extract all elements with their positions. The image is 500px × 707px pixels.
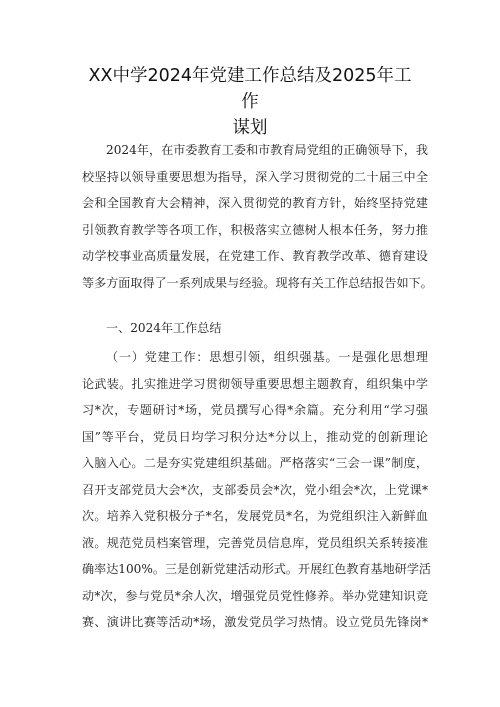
paragraph-line: 习*次，专题研讨*场，党员撰写心得*余篇。充分利用“学习强 [82,403,428,417]
paragraph-line: （一）党建工作：思想引领，组织强基。一是强化思想理 [106,350,428,364]
paragraph-line: 确率达100%。三是创新党建活动形式。开展红色教育基地研学活 [82,562,432,576]
paragraph-line: 引领教育教学等各项工作，积极落实立德树人根本任务，努力推 [82,222,428,237]
title-line-1: XX中学2024年党建工作总结及2025年工作 [88,66,412,112]
paragraph-line: 国”等平台，党员日均学习积分达*分以上，推动党的创新理论 [82,429,428,444]
title-line-2: 谋划 [232,118,268,138]
paragraph-line: 入脑入心。二是夯实党建组织基础。严格落实“三会一课”制度， [82,456,428,470]
paragraph-line: 校坚持以领导重要思想为指导，深入学习贯彻党的二十届三中全 [82,169,428,184]
paragraph-line: 液。规范党员档案管理，完善党员信息库，党员组织关系转接准 [82,535,428,550]
paragraph-line: 2024年，在市委教育工委和市教育局党组的正确领导下，我 [106,143,428,157]
paragraph-line: 论武装。扎实推进学习贯彻领导重要思想主题教育，组织集中学 [82,376,428,391]
paragraph-line: 动学校事业高质量发展，在党建工作、教育教学改革、德育建设 [82,249,428,263]
paragraph-line: 会和全国教育大会精神，深入贯彻党的教育方针，始终坚持党建 [82,196,428,210]
section-paragraph [82,344,432,636]
section-heading: 一、2024年工作总结 [106,321,222,335]
document-title [80,63,420,141]
paragraph-line: 召开支部党员大会*次，支部委员会*次，党小组会*次，上党课* [82,482,428,497]
paragraph-line: 次。培养入党积极分子*名，发展党员*名，为党组织注入新鲜血 [82,509,428,523]
paragraph-line: 赛、演讲比赛等活动*场，激发党员学习热情。设立党员先锋岗* [82,615,428,629]
paragraph-line: 等多方面取得了一系列成果与经验。现将有关工作总结报告如下。 [82,275,433,290]
intro-paragraph [82,137,433,296]
paragraph-line: 动*次，参与党员*余人次，增强党员党性修养。举办党建知识竞 [82,588,428,603]
